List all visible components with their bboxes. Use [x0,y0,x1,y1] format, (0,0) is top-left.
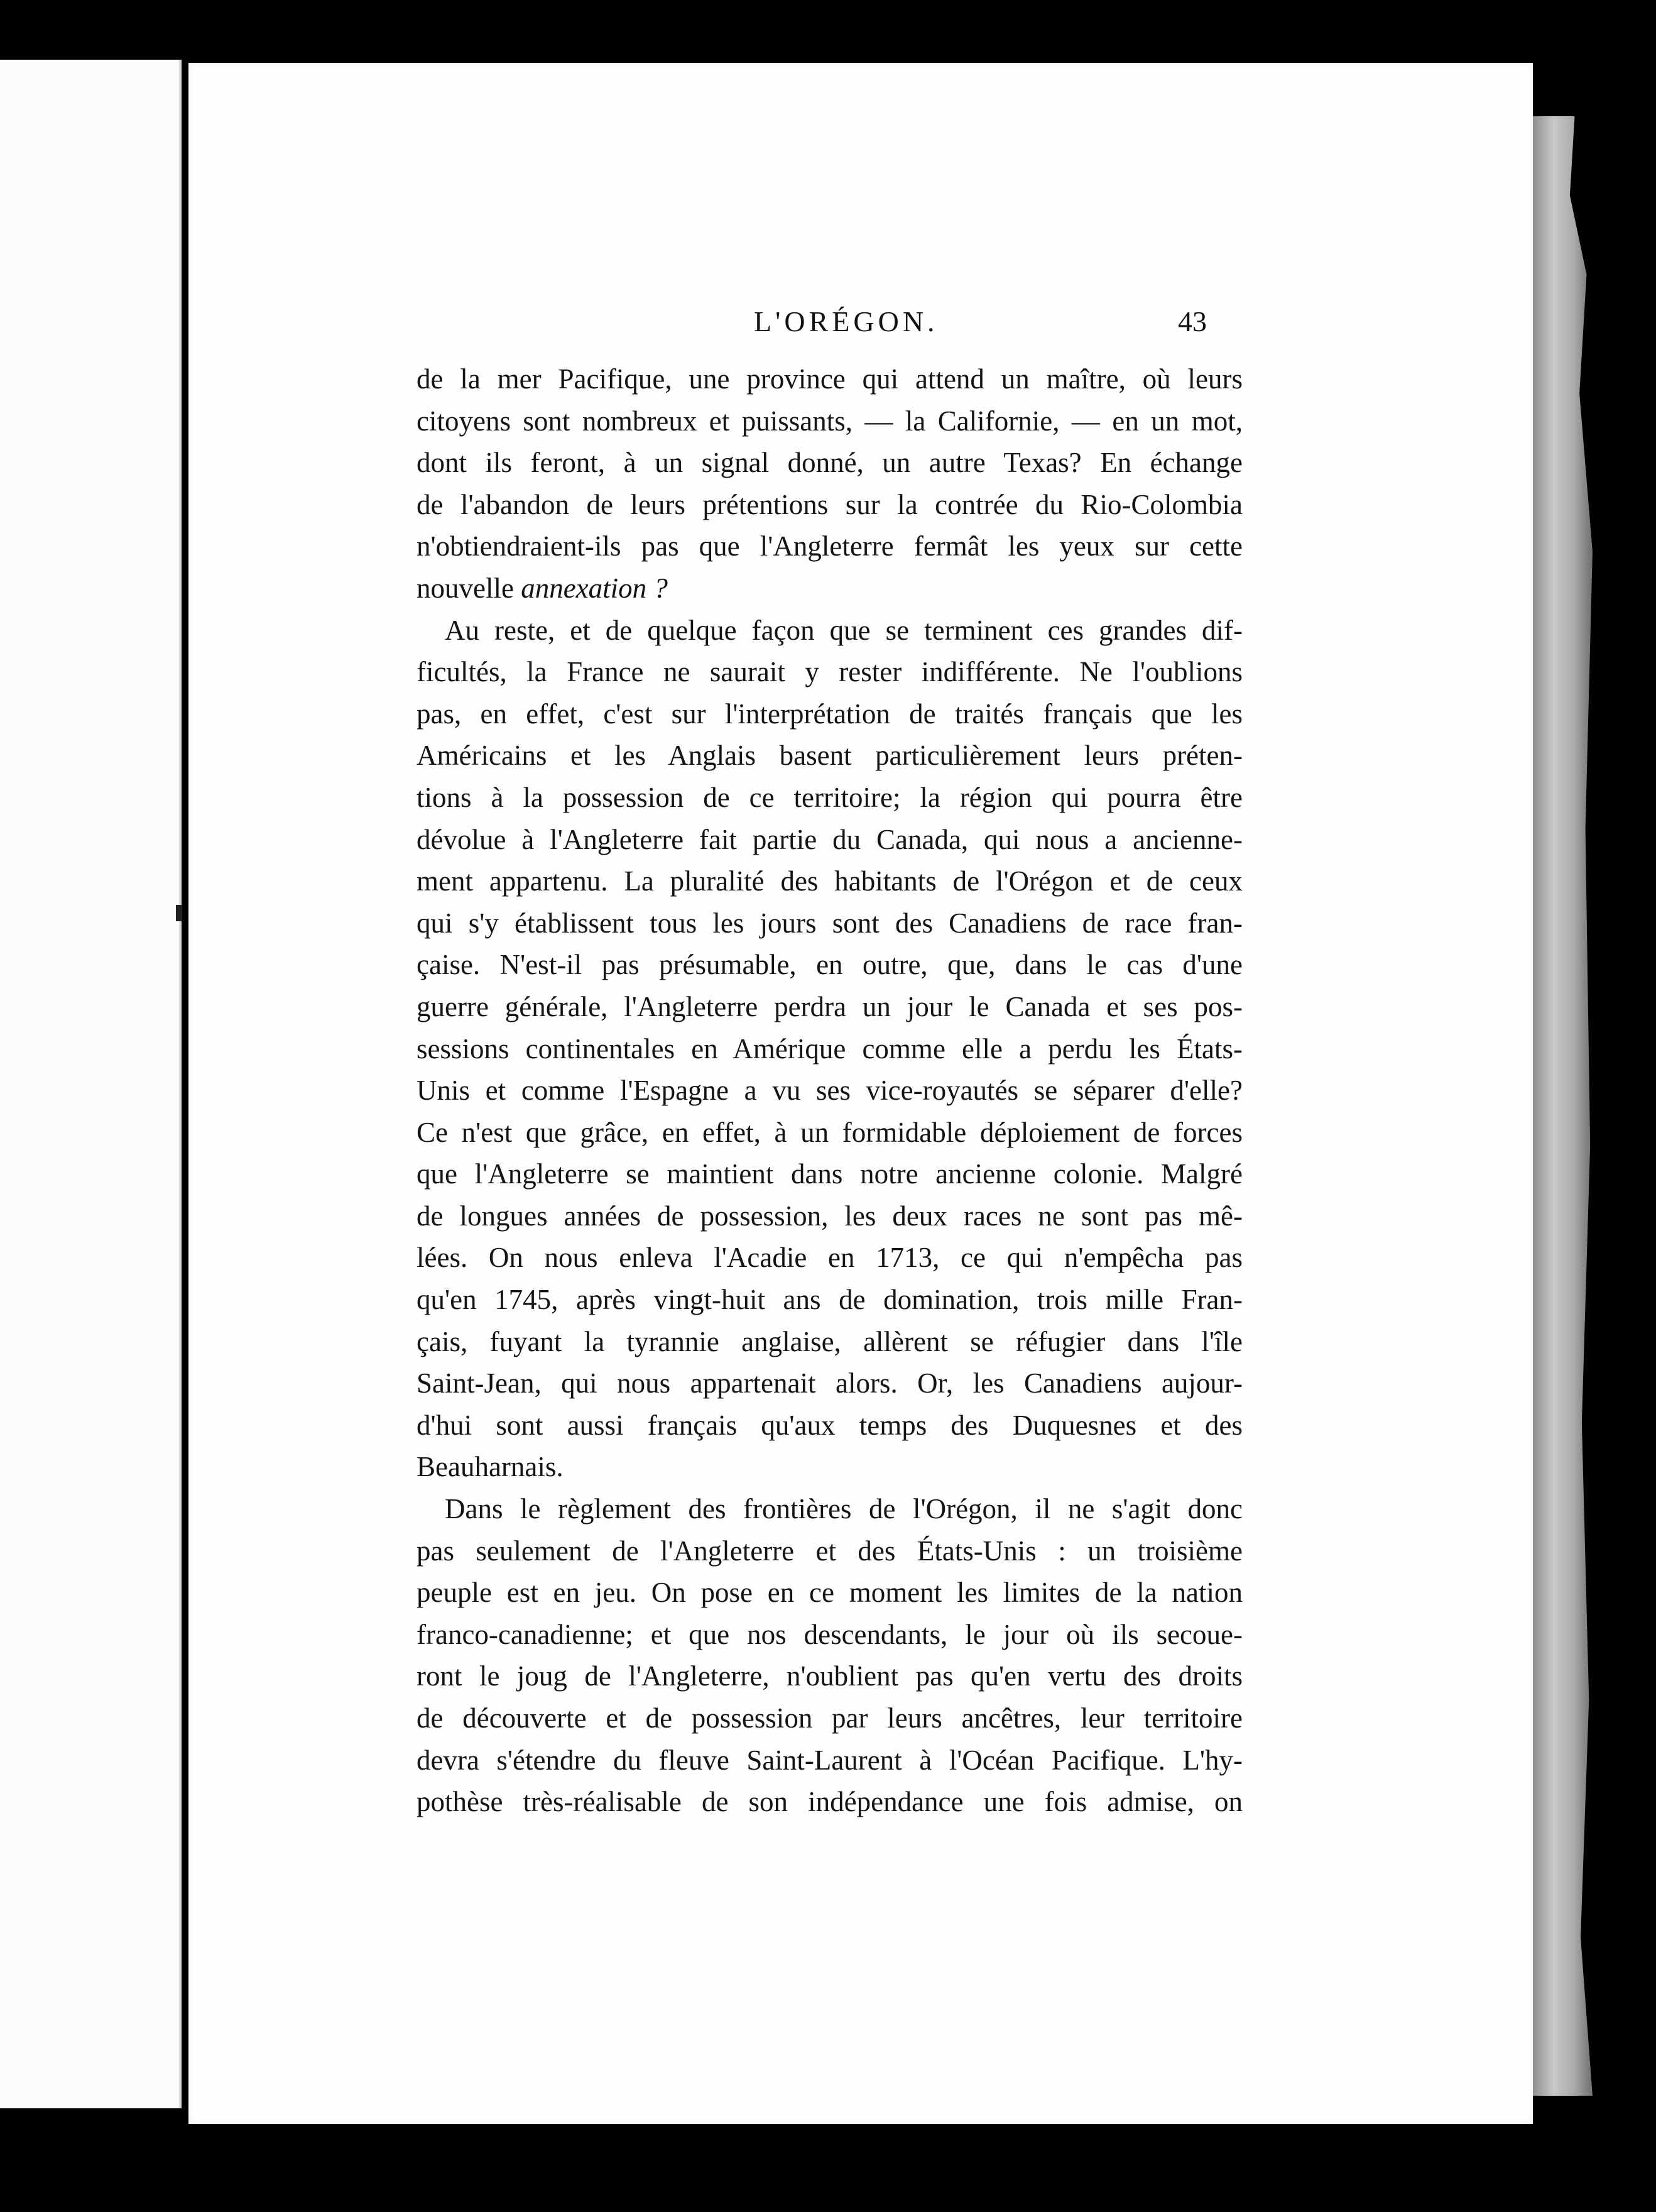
text-line: d'hui sont aussi français qu'aux temps des Duquesnes et des [417,1409,1243,1441]
text-line: ment appartenu. La pluralité des habitants de l'Orégon et de ceux [417,865,1243,897]
paragraph-3 [417,1488,1243,1823]
text-line: Unis et comme l'Espagne a vu ses vice-royautés se séparer d'elle? [417,1075,1243,1107]
text-line: çaise. N'est-il pas présumable, en outre, que, dans le cas d'une [417,949,1243,981]
text-line: lées. On nous enleva l'Acadie en 1713, ce qui n'empêcha pas [417,1242,1243,1274]
torn-page-edge [1533,116,1593,2096]
text-line: sessions continentales en Amérique comme elle a perdu les États- [417,1032,1243,1065]
book-page [188,63,1533,2124]
text-line: qui s'y établissent tous les jours sont des Canadiens de race fran- [417,907,1243,939]
text-line: de l'abandon de leurs prétentions sur la contrée du Rio-Colombia [417,488,1243,520]
italic-word: annexation ? [521,572,668,604]
text-fragment: nouvelle [417,572,521,604]
text-line: dévolue à l'Angleterre fait partie du Canada, qui nous a ancienne- [417,823,1243,855]
text-line: Ce n'est que grâce, en effet, à un formidable déploiement de forces [417,1116,1243,1148]
body-text [417,358,1243,1823]
text-line: tions à la possession de ce territoire; la région qui pourra être [417,781,1243,813]
margin-mark [176,905,182,921]
text-line: ficultés, la France ne saurait y rester indifférente. Ne l'oublions [417,656,1243,688]
text-line: çais, fuyant la tyrannie anglaise, allèrent se réfugier dans l'île [417,1325,1243,1357]
running-title: L'ORÉGON. [754,305,939,337]
text-line: que l'Angleterre se maintient dans notre ancienne colonie. Malgré [417,1158,1243,1190]
page-number: 43 [1178,305,1207,337]
facing-page-edge [0,60,182,2108]
text-line: pas, en effet, c'est sur l'interprétation de traités français que les [417,698,1243,730]
text-line: citoyens sont nombreux et puissants, — la Californie, — en un mot, [417,405,1243,437]
text-line: n'obtiendraient-ils pas que l'Angleterre fermât les yeux sur cette [417,530,1243,562]
text-line: franco-canadienne; et que nos descendants, le jour où ils secoue- [417,1618,1243,1650]
text-line: de la mer Pacifique, une province qui attend un maître, où leurs [417,363,1243,395]
text-line: qu'en 1745, après vingt-huit ans de domination, trois mille Fran- [417,1284,1243,1316]
text-line: Au reste, et de quelque façon que se terminent ces grandes dif- [445,614,1243,646]
text-line: Américains et les Anglais basent particulièrement leurs préten- [417,740,1243,772]
text-line: Beauharnais. [417,1451,564,1483]
text-line: de longues années de possession, les deux races ne sont pas mê- [417,1200,1243,1232]
text-line [417,567,1243,610]
text-line: de découverte et de possession par leurs ancêtres, leur territoire [417,1702,1243,1734]
paragraph-1 [417,358,1243,610]
text-line: dont ils feront, à un signal donné, un autre Texas? En échange [417,447,1243,479]
text-line: pothèse très-réalisable de son indépendance une fois admise, on [417,1786,1243,1818]
text-line: Saint-Jean, qui nous appartenait alors. Or, les Canadiens aujour- [417,1367,1243,1399]
text-line: devra s'étendre du fleuve Saint-Laurent à l'Océan Pacifique. L'hy- [417,1744,1243,1776]
paragraph-2 [417,610,1243,1488]
running-head [188,305,1533,342]
text-line: guerre générale, l'Angleterre perdra un jour le Canada et ses pos- [417,990,1243,1022]
text-line: ront le joug de l'Angleterre, n'oublient pas qu'en vertu des droits [417,1660,1243,1692]
text-line: peuple est en jeu. On pose en ce moment les limites de la nation [417,1577,1243,1609]
text-line: Dans le règlement des frontières de l'Orégon, il ne s'agit donc [445,1493,1243,1525]
text-line: pas seulement de l'Angleterre et des États-Unis : un troisième [417,1535,1243,1567]
